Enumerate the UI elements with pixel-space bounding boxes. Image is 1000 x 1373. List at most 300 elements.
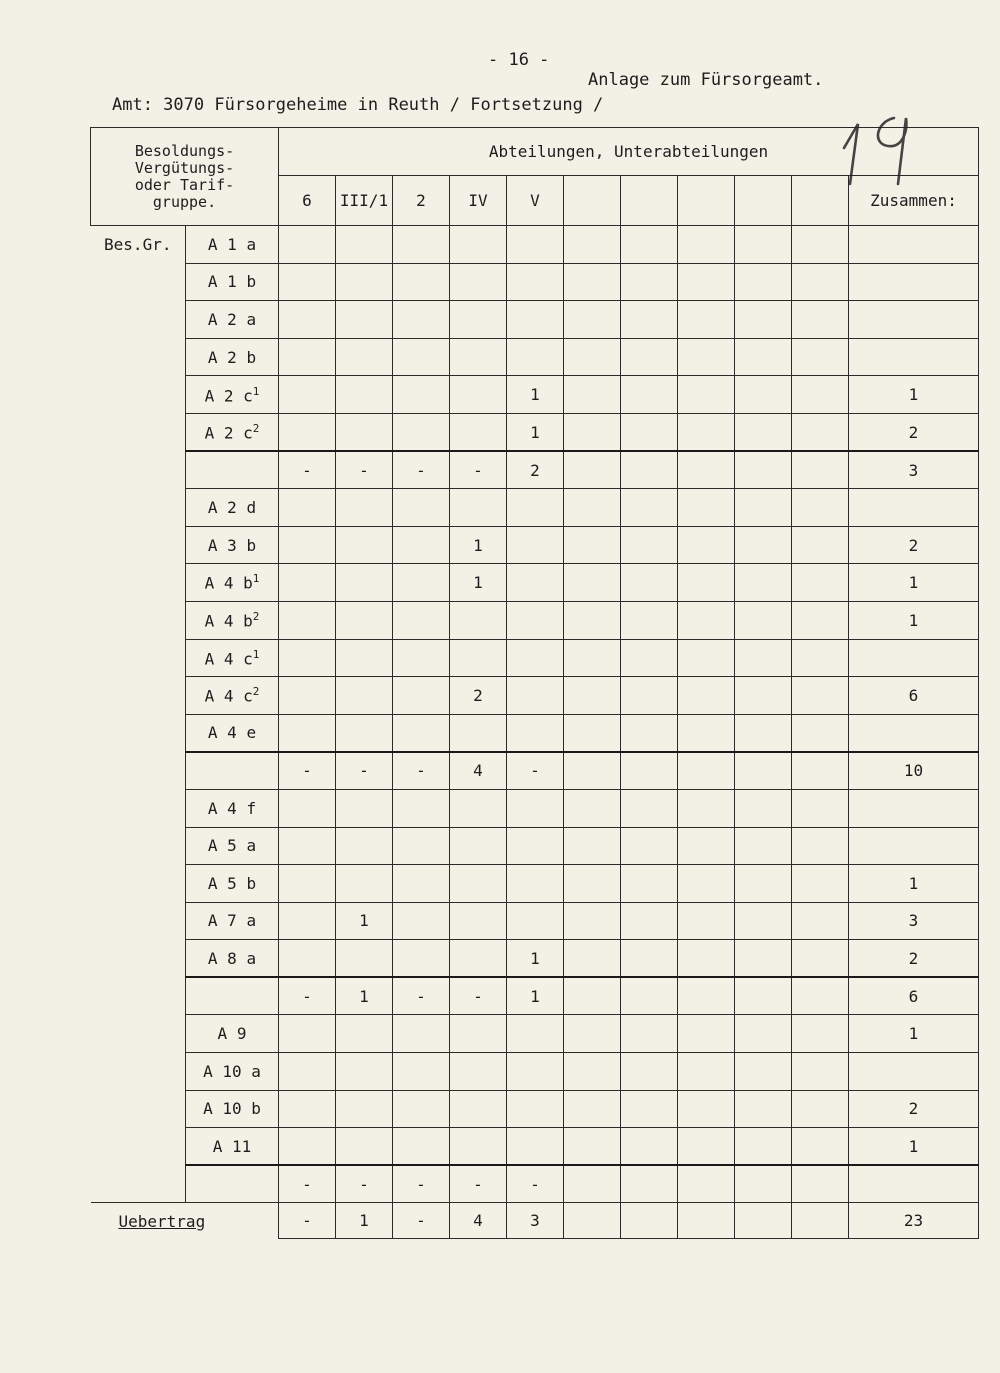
value-cell (393, 677, 450, 715)
group-cell (186, 489, 279, 527)
row-prefix (91, 376, 186, 414)
value-cell (507, 714, 564, 752)
column-header (564, 176, 621, 226)
column-header: 6 (279, 176, 336, 226)
column-header: 2 (393, 176, 450, 226)
group-header-cell: Besoldungs- Vergütungs- oder Tarif- gruppe. (91, 128, 279, 226)
value-cell (564, 1090, 621, 1128)
value-cell (336, 526, 393, 564)
uebertrag-value: 4 (450, 1203, 507, 1239)
value-cell (678, 977, 735, 1015)
value-cell (393, 940, 450, 978)
annex-label: Anlage zum Fürsorgeamt. (588, 70, 824, 90)
row-total: 3 (849, 902, 979, 940)
value-cell (735, 677, 792, 715)
value-cell (678, 301, 735, 339)
row-total (849, 714, 979, 752)
group-cell (186, 827, 279, 865)
value-cell: - (279, 451, 336, 489)
row-total: 1 (849, 564, 979, 602)
row-prefix (91, 1128, 186, 1166)
table-row (91, 789, 979, 827)
table-row (91, 564, 979, 602)
row-prefix (91, 827, 186, 865)
value-cell (621, 977, 678, 1015)
group-cell (186, 1015, 279, 1053)
value-cell (621, 526, 678, 564)
row-prefix: Bes.Gr. (104, 235, 172, 255)
row-prefix (91, 1053, 186, 1091)
uebertrag-value (792, 1203, 849, 1239)
value-cell (678, 263, 735, 301)
row-prefix (91, 601, 186, 639)
value-cell (678, 1090, 735, 1128)
departments-title: Abteilungen, Unterabteilungen (279, 128, 979, 176)
value-cell (393, 1053, 450, 1091)
value-cell (735, 226, 792, 264)
value-cell (393, 263, 450, 301)
value-cell (678, 789, 735, 827)
group-cell (186, 226, 279, 264)
group-label: A 2 c (204, 385, 253, 405)
value-cell (564, 1128, 621, 1166)
value-cell (564, 1053, 621, 1091)
value-cell (279, 940, 336, 978)
value-cell: 4 (450, 752, 507, 790)
value-cell (507, 865, 564, 903)
value-cell (336, 301, 393, 339)
value-cell (336, 789, 393, 827)
value-cell: 1 (336, 977, 393, 1015)
value-cell (393, 376, 450, 414)
value-cell: - (393, 451, 450, 489)
value-cell (450, 1090, 507, 1128)
value-cell (621, 677, 678, 715)
value-cell (621, 376, 678, 414)
group-label: A 2 d (207, 497, 257, 517)
value-cell (564, 226, 621, 264)
group-label: A 4 c (204, 686, 253, 706)
uebertrag-value: - (393, 1203, 450, 1239)
value-cell: - (336, 752, 393, 790)
value-cell (621, 338, 678, 376)
value-cell (279, 301, 336, 339)
row-total (849, 301, 979, 339)
value-cell (678, 564, 735, 602)
group-cell (186, 376, 279, 414)
value-cell (450, 1128, 507, 1166)
table-row (91, 865, 979, 903)
table-row (91, 1090, 979, 1128)
uebertrag-total: 23 (849, 1203, 979, 1239)
value-cell (564, 789, 621, 827)
row-prefix (91, 639, 186, 677)
value-cell (450, 489, 507, 527)
row-total (849, 226, 979, 264)
group-cell (186, 902, 279, 940)
row-total (849, 489, 979, 527)
group-label: A 3 b (207, 535, 257, 555)
value-cell (279, 865, 336, 903)
value-cell (678, 1015, 735, 1053)
table-row (91, 526, 979, 564)
table-row (91, 714, 979, 752)
value-cell (507, 1128, 564, 1166)
value-cell (621, 1015, 678, 1053)
value-cell (792, 413, 849, 451)
value-cell (564, 301, 621, 339)
value-cell (792, 489, 849, 527)
value-cell (393, 639, 450, 677)
value-cell (279, 639, 336, 677)
value-cell (792, 865, 849, 903)
value-cell (336, 338, 393, 376)
value-cell: - (336, 451, 393, 489)
table-row (91, 1015, 979, 1053)
group-label: A 2 a (207, 309, 257, 329)
value-cell (678, 827, 735, 865)
value-cell (792, 714, 849, 752)
value-cell (678, 752, 735, 790)
value-cell (393, 226, 450, 264)
value-cell (621, 639, 678, 677)
row-prefix (91, 263, 186, 301)
value-cell (450, 226, 507, 264)
value-cell (621, 226, 678, 264)
row-total: 6 (849, 977, 979, 1015)
row-total (849, 789, 979, 827)
value-cell (279, 263, 336, 301)
value-cell (621, 752, 678, 790)
value-cell (564, 413, 621, 451)
value-cell (792, 977, 849, 1015)
row-total (849, 1053, 979, 1091)
group-superscript: 2 (252, 685, 260, 699)
value-cell (279, 526, 336, 564)
value-cell (735, 865, 792, 903)
value-cell (336, 1015, 393, 1053)
value-cell (279, 601, 336, 639)
value-cell (564, 940, 621, 978)
value-cell (450, 338, 507, 376)
value-cell (735, 902, 792, 940)
group-cell (186, 263, 279, 301)
group-cell (186, 526, 279, 564)
staffing-table (90, 127, 979, 1239)
value-cell (450, 714, 507, 752)
value-cell (279, 226, 336, 264)
value-cell (792, 827, 849, 865)
table-row (91, 601, 979, 639)
value-cell (564, 601, 621, 639)
group-cell (186, 752, 279, 790)
value-cell (564, 1165, 621, 1203)
group-label: A 9 (217, 1024, 247, 1044)
value-cell (678, 526, 735, 564)
value-cell (564, 977, 621, 1015)
value-cell (279, 413, 336, 451)
value-cell (279, 1015, 336, 1053)
row-total: 10 (849, 752, 979, 790)
value-cell (507, 526, 564, 564)
total-column-header: Zusammen: (849, 176, 979, 226)
column-header: V (507, 176, 564, 226)
group-label: A 11 (212, 1136, 252, 1156)
group-cell (186, 338, 279, 376)
column-header (678, 176, 735, 226)
value-cell: - (507, 752, 564, 790)
value-cell (450, 376, 507, 414)
value-cell (735, 263, 792, 301)
row-prefix (91, 564, 186, 602)
value-cell (564, 338, 621, 376)
value-cell (564, 376, 621, 414)
value-cell (621, 1090, 678, 1128)
value-cell (450, 940, 507, 978)
group-cell (186, 789, 279, 827)
row-prefix (91, 752, 186, 790)
value-cell (507, 601, 564, 639)
row-total: 2 (849, 1090, 979, 1128)
uebertrag-value: - (279, 1203, 336, 1239)
value-cell: 1 (507, 376, 564, 414)
row-total: 1 (849, 601, 979, 639)
group-superscript: 1 (252, 572, 260, 586)
value-cell: - (279, 1165, 336, 1203)
row-total: 1 (849, 1128, 979, 1166)
value-cell (336, 376, 393, 414)
value-cell (336, 601, 393, 639)
value-cell (279, 789, 336, 827)
value-cell (279, 376, 336, 414)
value-cell (564, 564, 621, 602)
row-prefix (91, 677, 186, 715)
uebertrag-row (91, 1203, 979, 1239)
value-cell: 1 (507, 940, 564, 978)
value-cell (336, 413, 393, 451)
value-cell (564, 489, 621, 527)
group-cell (186, 714, 279, 752)
row-prefix (91, 977, 186, 1015)
value-cell (564, 902, 621, 940)
value-cell (621, 489, 678, 527)
value-cell (735, 489, 792, 527)
value-cell (621, 714, 678, 752)
value-cell (792, 789, 849, 827)
value-cell (621, 413, 678, 451)
value-cell: - (450, 451, 507, 489)
row-prefix (91, 902, 186, 940)
value-cell (564, 451, 621, 489)
value-cell (450, 1015, 507, 1053)
value-cell (792, 263, 849, 301)
value-cell (507, 226, 564, 264)
row-prefix (91, 789, 186, 827)
value-cell (792, 526, 849, 564)
value-cell (678, 902, 735, 940)
row-prefix (91, 338, 186, 376)
value-cell (393, 564, 450, 602)
value-cell (393, 1128, 450, 1166)
table-row (91, 827, 979, 865)
value-cell (792, 338, 849, 376)
table-row (91, 263, 979, 301)
value-cell (735, 526, 792, 564)
value-cell (393, 413, 450, 451)
group-cell (186, 865, 279, 903)
group-cell (186, 1090, 279, 1128)
value-cell (336, 865, 393, 903)
value-cell (792, 677, 849, 715)
value-cell (507, 489, 564, 527)
value-cell (507, 1053, 564, 1091)
value-cell (621, 1128, 678, 1166)
value-cell (564, 263, 621, 301)
value-cell (507, 1090, 564, 1128)
value-cell (393, 601, 450, 639)
uebertrag-value: 3 (507, 1203, 564, 1239)
value-cell (336, 1053, 393, 1091)
value-cell (621, 827, 678, 865)
group-label: A 1 b (207, 272, 257, 292)
value-cell (621, 940, 678, 978)
value-cell (507, 301, 564, 339)
value-cell (792, 226, 849, 264)
uebertrag-value (735, 1203, 792, 1239)
value-cell (336, 226, 393, 264)
value-cell (336, 639, 393, 677)
value-cell (279, 489, 336, 527)
group-cell (186, 413, 279, 451)
value-cell (792, 376, 849, 414)
group-label: A 8 a (207, 948, 257, 968)
value-cell (279, 338, 336, 376)
value-cell (621, 564, 678, 602)
table-row (91, 226, 979, 264)
value-cell (735, 639, 792, 677)
value-cell (792, 1165, 849, 1203)
value-cell (735, 1128, 792, 1166)
value-cell (621, 263, 678, 301)
value-cell (735, 376, 792, 414)
row-total: 2 (849, 413, 979, 451)
row-total: 1 (849, 865, 979, 903)
value-cell (792, 639, 849, 677)
group-superscript: 2 (252, 610, 260, 624)
value-cell (678, 1053, 735, 1091)
value-cell (507, 338, 564, 376)
column-header: III/1 (336, 176, 393, 226)
value-cell (336, 263, 393, 301)
value-cell: 1 (450, 526, 507, 564)
value-cell (507, 1015, 564, 1053)
value-cell: 1 (336, 902, 393, 940)
page-number: - 16 - (488, 50, 550, 70)
group-cell (186, 1128, 279, 1166)
row-prefix (91, 865, 186, 903)
value-cell (735, 413, 792, 451)
value-cell (735, 1090, 792, 1128)
value-cell (792, 1128, 849, 1166)
value-cell (621, 451, 678, 489)
value-cell (279, 827, 336, 865)
column-header (621, 176, 678, 226)
value-cell (735, 789, 792, 827)
row-prefix (91, 413, 186, 451)
table-row (91, 338, 979, 376)
table-row (91, 413, 979, 451)
row-prefix (91, 451, 186, 489)
value-cell (564, 827, 621, 865)
value-cell: - (336, 1165, 393, 1203)
row-total: 1 (849, 376, 979, 414)
group-label: A 4 f (207, 798, 257, 818)
value-cell (279, 1128, 336, 1166)
value-cell (678, 338, 735, 376)
group-label: A 4 b (204, 611, 253, 631)
value-cell (735, 1015, 792, 1053)
value-cell (621, 1165, 678, 1203)
subtotal-row (91, 752, 979, 790)
row-prefix (91, 1165, 186, 1203)
value-cell (450, 1053, 507, 1091)
group-label: A 1 a (207, 234, 257, 254)
group-cell (186, 601, 279, 639)
row-prefix (91, 940, 186, 978)
group-label: A 5 a (207, 836, 257, 856)
value-cell: 1 (450, 564, 507, 602)
table-row (91, 639, 979, 677)
value-cell (279, 714, 336, 752)
value-cell (564, 752, 621, 790)
value-cell (507, 639, 564, 677)
value-cell (678, 714, 735, 752)
value-cell (792, 1053, 849, 1091)
value-cell (792, 1090, 849, 1128)
value-cell (678, 639, 735, 677)
value-cell (621, 865, 678, 903)
value-cell (792, 601, 849, 639)
column-header (792, 176, 849, 226)
value-cell (450, 639, 507, 677)
value-cell (507, 789, 564, 827)
value-cell (507, 902, 564, 940)
table-row (91, 1128, 979, 1166)
row-prefix (91, 301, 186, 339)
group-superscript: 2 (252, 421, 260, 435)
value-cell (336, 489, 393, 527)
value-cell (393, 865, 450, 903)
value-cell (735, 1165, 792, 1203)
value-cell (279, 1090, 336, 1128)
value-cell (393, 789, 450, 827)
value-cell (621, 601, 678, 639)
value-cell (279, 1053, 336, 1091)
group-cell (186, 977, 279, 1015)
table-row (91, 902, 979, 940)
row-total: 2 (849, 526, 979, 564)
value-cell (450, 827, 507, 865)
value-cell (564, 639, 621, 677)
table-row (91, 1053, 979, 1091)
value-cell (678, 865, 735, 903)
value-cell (792, 1015, 849, 1053)
value-cell (735, 564, 792, 602)
row-prefix (91, 526, 186, 564)
value-cell (393, 827, 450, 865)
value-cell: - (450, 1165, 507, 1203)
value-cell (393, 526, 450, 564)
